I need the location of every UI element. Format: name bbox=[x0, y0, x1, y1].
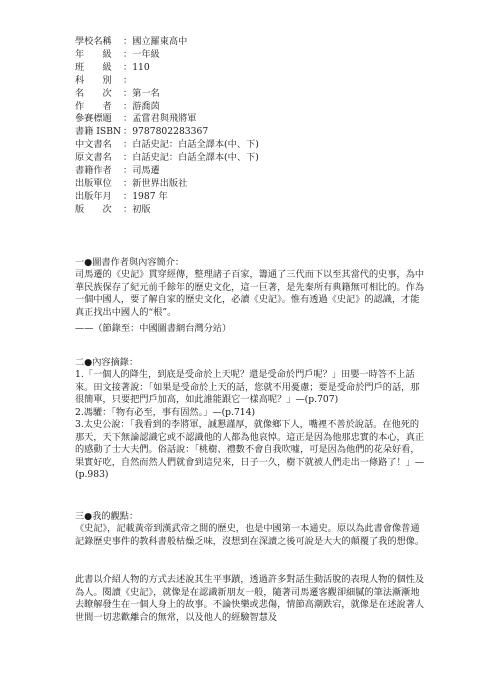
info-colon: ： bbox=[123, 165, 133, 176]
info-label: 書籍作者 bbox=[75, 165, 112, 176]
info-label: 版 次 bbox=[75, 203, 112, 215]
info-colon: ： bbox=[123, 126, 133, 138]
info-colon: ： bbox=[123, 139, 133, 151]
info-label: 參賽標題 bbox=[75, 113, 112, 125]
info-label: 年 級 bbox=[75, 48, 112, 60]
info-label: 書籍 ISBN bbox=[75, 126, 122, 138]
info-colon: ： bbox=[123, 87, 133, 99]
info-label: 出版單位 bbox=[75, 177, 112, 189]
info-colon: ： bbox=[123, 113, 133, 125]
info-label: 科 別 bbox=[75, 74, 112, 86]
info-row bbox=[75, 126, 208, 137]
section3-paragraph-2 bbox=[75, 574, 427, 624]
info-label: 名 次 bbox=[75, 87, 112, 99]
info-label: 原文書名 bbox=[75, 152, 112, 164]
info-row bbox=[75, 113, 197, 124]
info-label: 中文書名 bbox=[75, 139, 112, 151]
info-label: 出版年月 bbox=[75, 190, 112, 202]
info-value: 國立羅東高中 bbox=[132, 36, 188, 47]
info-label: 學校名稱 bbox=[75, 36, 112, 47]
info-colon: ： bbox=[123, 177, 133, 189]
info-colon: ： bbox=[123, 36, 133, 47]
info-value: 游喬茵 bbox=[132, 100, 160, 112]
info-colon: ： bbox=[123, 74, 133, 86]
info-row bbox=[75, 204, 151, 215]
section3-text-1: 《史記》，記載黃帝到漢武帝之間的歷史，也是中國第一本通史。原以為此書會像普通記錄歷史事件的教科書般枯燥乏味，沒想到在深讀之後可說是大大的顛覆了我的想像。 bbox=[75, 523, 425, 547]
info-row bbox=[75, 178, 187, 189]
info-colon: ： bbox=[123, 48, 133, 60]
excerpt-item: 3.太史公說：「我看到的李將軍，誠懇謹厚，就像鄉下人，嘴裡不善於說話。在他死的那天，天下無論認識它或不認識他的人都為他哀悼。這正是因為他那忠實的本心，真正的感動了士大夫們。俗話說：「桃樹、禮數不會自我吹噓，可是因為他們的花朵好看，果實好吃，自然而然人們就會到這兒來，日子一久，樹下就被人們走出一條路了！」—(p.983) bbox=[75, 419, 425, 480]
info-colon: ： bbox=[123, 152, 133, 164]
info-value: 110 bbox=[132, 61, 150, 73]
section1-heading: 一●圖書作者與內容簡介： bbox=[75, 257, 185, 268]
excerpt-item: 1.「一個人的降生，到底是受命於上天呢？還是受命於門戶呢？」田嬰一時答不上話來。田文接著說：「如果是受命於上天的話，您就不用憂慮；要是受命於門戶的話，那很簡單，只要把門戶加高，如此誰能跟它一樣高呢？」—(p.707) bbox=[75, 369, 420, 405]
info-row bbox=[75, 75, 132, 86]
info-value: 1987 年 bbox=[132, 190, 168, 202]
info-row bbox=[75, 36, 187, 47]
info-row bbox=[75, 101, 160, 112]
section1-text: 司馬遷的《史記》貫穿經傳，整理諸子百家，籌通了三代而下以至其當代的史事，為中華民族保存了紀元前千餘年的歷史文化，這一巨著，是先秦所有典籍無可相比的。作為一個中國人，要了解自家的歷史文化，必讀《史記》。惟有透過《史記》的認識，才能真正找出中國人的“根”。 bbox=[75, 269, 425, 318]
info-label: 作 者 bbox=[75, 100, 112, 112]
info-colon: ： bbox=[123, 203, 133, 215]
section2-heading: 二●內容摘錄： bbox=[75, 357, 139, 368]
info-value: 9787802283367 bbox=[132, 126, 209, 138]
info-row bbox=[75, 88, 160, 99]
section1-body bbox=[75, 269, 427, 319]
info-value: 新世界出版社 bbox=[132, 177, 188, 189]
section2-body bbox=[75, 369, 427, 482]
section3-text-2: 此書以介紹人物的方式去述說其生平事蹟，透過許多對話生動活脫的表現人物的個性及為人。閱讀《史記》，就像是在認識新朋友一般，隨著司馬遷客觀卻細膩的筆法漸漸地去瞭解發生在一個人身上的故事。不論快樂或悲傷，情節高潮跌宕，就像是在述說著人世間一切悲歡離合的無常，以及他人的經驗智慧及 bbox=[75, 574, 425, 623]
section3-paragraph-1 bbox=[75, 523, 427, 548]
excerpt-item: 2.馮驩：「物有必至，事有固然。」—(p.714) bbox=[75, 406, 256, 418]
info-value: 初版 bbox=[132, 203, 151, 215]
section3-heading: 三●我的觀點： bbox=[75, 511, 139, 522]
info-row bbox=[75, 62, 150, 73]
section1-source: ——（節錄至：中國圖書網台灣分站） bbox=[75, 323, 232, 334]
info-value: 孟嘗君與飛將軍 bbox=[132, 113, 197, 125]
info-value: 白話史記：白話全譯本(中、下) bbox=[132, 152, 259, 164]
info-row bbox=[75, 152, 259, 163]
info-colon: ： bbox=[123, 61, 133, 73]
info-label: 班 級 bbox=[75, 61, 112, 73]
info-row bbox=[75, 165, 160, 176]
info-value: 白話史記：白話全譯本(中、下) bbox=[132, 139, 259, 151]
info-value: 一年級 bbox=[132, 48, 160, 60]
info-colon: ： bbox=[123, 190, 133, 202]
info-row bbox=[75, 49, 160, 60]
info-value: 第一名 bbox=[132, 87, 160, 99]
info-colon: ： bbox=[123, 100, 133, 112]
info-row bbox=[75, 139, 259, 150]
info-row bbox=[75, 191, 168, 202]
info-value: 司馬遷 bbox=[132, 165, 160, 176]
